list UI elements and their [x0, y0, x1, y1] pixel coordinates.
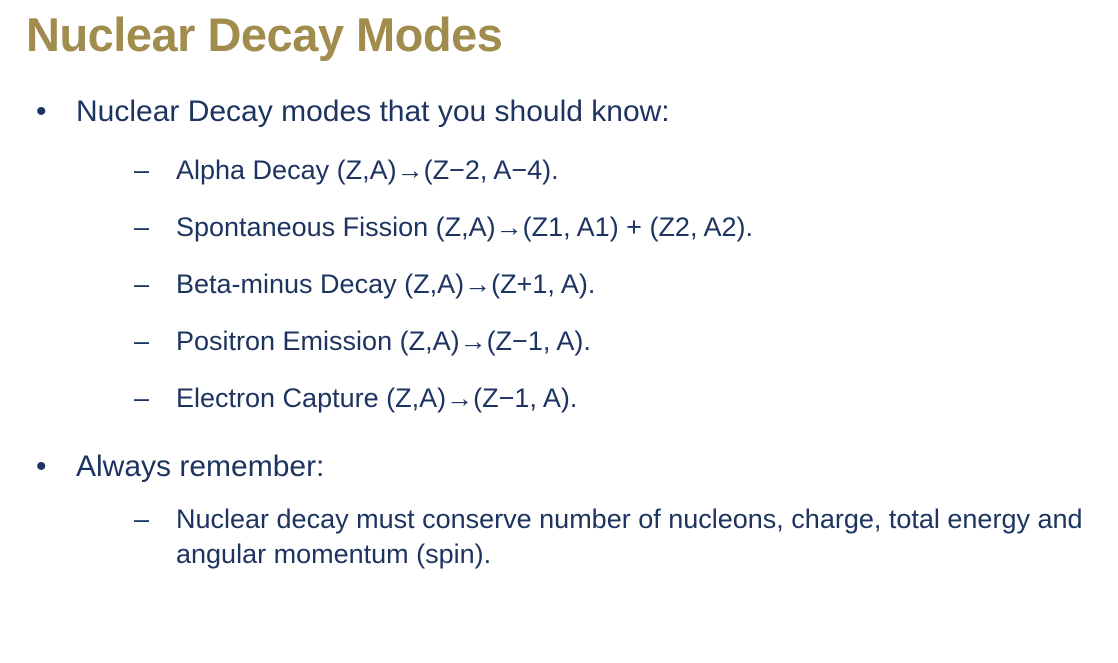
- sub-list: [118, 153, 1104, 416]
- list-item: [118, 324, 1104, 359]
- list-item-text: Beta-minus Decay (Z,A)→(Z+1, A).: [176, 269, 596, 300]
- list-item-text: Positron Emission (Z,A)→(Z−1, A).: [176, 326, 591, 357]
- list-item-text: Alpha Decay (Z,A)→(Z−2, A−4).: [176, 154, 559, 185]
- section-heading: Nuclear Decay modes that you should know:: [76, 95, 670, 129]
- dash-icon: –: [134, 211, 150, 242]
- bullet-icon: •: [36, 450, 47, 484]
- bullet-icon: •: [36, 95, 47, 129]
- dash-icon: –: [134, 269, 150, 300]
- dash-icon: –: [134, 383, 150, 414]
- list-item-text: Spontaneous Fission (Z,A)→(Z1, A1) + (Z2, A2).: [176, 211, 753, 242]
- list-item: [118, 502, 1104, 572]
- slide-body: [22, 93, 1104, 572]
- list-item-text: Nuclear decay must conserve number of nucleons, charge, total energy and angular momentum (spin).: [176, 503, 1083, 569]
- dash-icon: –: [134, 154, 150, 185]
- page-title: Nuclear Decay Modes: [26, 8, 503, 61]
- dash-icon: –: [134, 503, 150, 534]
- list-item: [118, 210, 1104, 245]
- list-item: [22, 448, 1104, 572]
- sub-list: [118, 502, 1104, 572]
- list-item: [118, 153, 1104, 188]
- list-item: [118, 381, 1104, 416]
- list-item: [118, 267, 1104, 302]
- list-item-text: Electron Capture (Z,A)→(Z−1, A).: [176, 383, 578, 414]
- section-heading: Always remember:: [76, 450, 325, 484]
- dash-icon: –: [134, 326, 150, 357]
- list-item: [22, 93, 1104, 416]
